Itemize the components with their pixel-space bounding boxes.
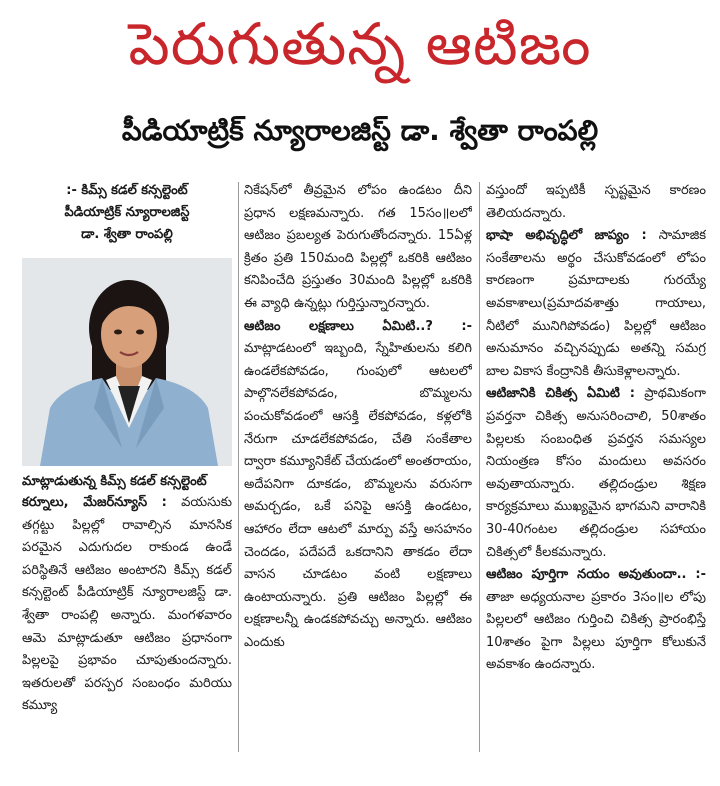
byline-line-3: డా. శ్వేతా రాంపల్లి [81,227,173,242]
byline-line-1: :- కిమ్స్ కడల్ కన్సల్టెంట్ [66,183,188,198]
section-heading: ఆటిజానికి చికిత్స ఏమిటి : [486,386,635,402]
section-heading: ఆటిజం లక్షణాలు ఏమిటి..? :- [244,318,472,334]
article-paragraph [486,564,706,677]
article-column-1 [22,180,232,760]
paragraph-text: మాట్లాడటంలో ఇబ్బంది, స్నేహితులను కలిగి ఉండలేకపోవడం, గుంపులో ఆటలలో పాల్గొనలేకపోవడం, బొమ్మలను పంచుకోవడంలో ఆసక్తి లేకపోవడం, కళ్లలోకి నేరుగా చూడలేకపోవడం, చేతి సంకేతాల ద్వారా కమ్యూనికేట్ చేయడంలో అంతరాయం, అదేపనిగా దూకడం, బొమ్మలను వరుసగా అమర్చడం, ఒకే పనిపై ఆసక్తి ఉండటం, ఆహారం లేదా ఆటలో మార్పు వస్తే అసహనం చెందడం, పదేపదే ఒకదానిని తాకడం లేదా వాసన చూడటం వంటి లక్షణాలు ఉంటాయన్నారు. ప్రతి ఆటిజం పిల్లల్లో ఈ లక్షణాలన్నీ ఉండకపోవచ్చు అన్నారు. ఆటిజం ఎందుకు [244,341,472,650]
doctor-portrait-illustration [22,258,232,466]
paragraph-text: ప్రాథమికంగా ప్రవర్తనా చికిత్స అనుసరించాలి, 50శాతం పిల్లలకు సంబంధిత ప్రవర్తన సమస్యల నియంత్రణ కోసం మందులు అవసరం అవుతాయన్నారు. తల్లిదండ్రుల శిక్షణ కార్యక్రమాలు ముఖ్యమైన భాగమని వారానికి 30-40గంటల తల్లిదండ్రుల సహాయం చికిత్సలో కీలకమన్నారు. [486,386,706,560]
paragraph-text: తాజా అధ్యయనాల ప్రకారం 3సం॥ల లోపు పిల్లలలో ఆటిజం గుర్తించి చికిత్స ప్రారంభిస్తే 10శాతం పైగా పిల్లలు పూర్తిగా కోలుకునే అవకాశం ఉందన్నారు. [486,589,706,673]
byline [22,180,232,246]
column-divider [238,182,239,752]
article-paragraph [486,225,706,383]
subheadline: పీడియాట్రిక్ న్యూరాలజిస్ట్ డా. శ్వేతా రాంపల్లి [121,114,599,147]
section-heading: భాషా అభివృద్ధిలో జాప్యం : [486,228,647,244]
article-paragraph: వస్తుందో ఇప్పటికీ స్పష్టమైన కారణం తెలియదన్నారు. [486,183,706,221]
column-divider [479,182,480,752]
headline: పెరుగుతున్న ఆటిజం [128,10,592,78]
article-paragraph [22,492,232,718]
photo-caption: మాట్లాడుతున్న కిమ్స్ కడల్ కన్సల్టెంట్ [22,474,207,489]
dateline: కర్నూలు, మేజర్‌న్యూస్ : [22,495,167,510]
byline-line-2: పీడియాట్రిక్ న్యూరాలజిస్ట్ [64,205,190,220]
article-paragraph [244,316,472,655]
paragraph-text: సామాజిక సంకేతాలను అర్థం చేసుకోవడంలో లోపం కారణంగా ప్రమాదాలకు గురయ్యే అవకాశాలు(ప్రమాదవశాత్తు గాయాలు, నీటిలో మునిగిపోవడం) పిల్లల్లో ఆటిజం అనుమానం వచ్చినప్పుడు అతన్ని సమగ్ర బాల వికాస కేంద్రానికి తీసుకెళ్లాలన్నారు. [486,228,706,379]
section-heading: ఆటిజం పూర్తిగా నయం అవుతుందా.. :- [486,567,706,583]
article-column-3 [486,180,706,760]
article-column-2 [244,180,472,760]
paragraph-text: వయసుకు తగ్గట్టు పిల్లల్లో రావాల్సిన మానసిక పరమైన ఎదుగుదల రాకుండ ఉండే పరిస్థితినే ఆటిజం అంటారని కిమ్స్ కడల్ కన్సల్టెంట్ పీడియాట్రిక్ న్యూరాలజిస్ట్ డా. శ్వేతా రాంపల్లి అన్నారు. మంగళవారం ఆమె మాట్లాడుతూ ఆటిజం ప్రధానంగా పిల్లలపై ప్రభావం చూపుతుందన్నారు. ఇతరులతో పరస్పర సంబంధం మరియు కమ్యూ [22,495,232,714]
article-paragraph [486,383,706,564]
doctor-photo [22,258,232,466]
article-paragraph: నికేషన్‌లో తీవ్రమైన లోపం ఉండటం దీని ప్రధాన లక్షణమన్నారు. గత 15సం॥లలో ఆటిజం ప్రబల్యత పెరుగుతోందన్నారు. 15ఏళ్ల క్రితం ప్రతి 150మంది పిల్లల్లో ఒకరికి ఆటిజం కనిపించేది ప్రస్తుతం 30మంది పిల్లల్లో ఒకరికి ఈ వ్యాధి ఉన్నట్లు గుర్తిస్తున్నారన్నారు. [244,183,472,311]
